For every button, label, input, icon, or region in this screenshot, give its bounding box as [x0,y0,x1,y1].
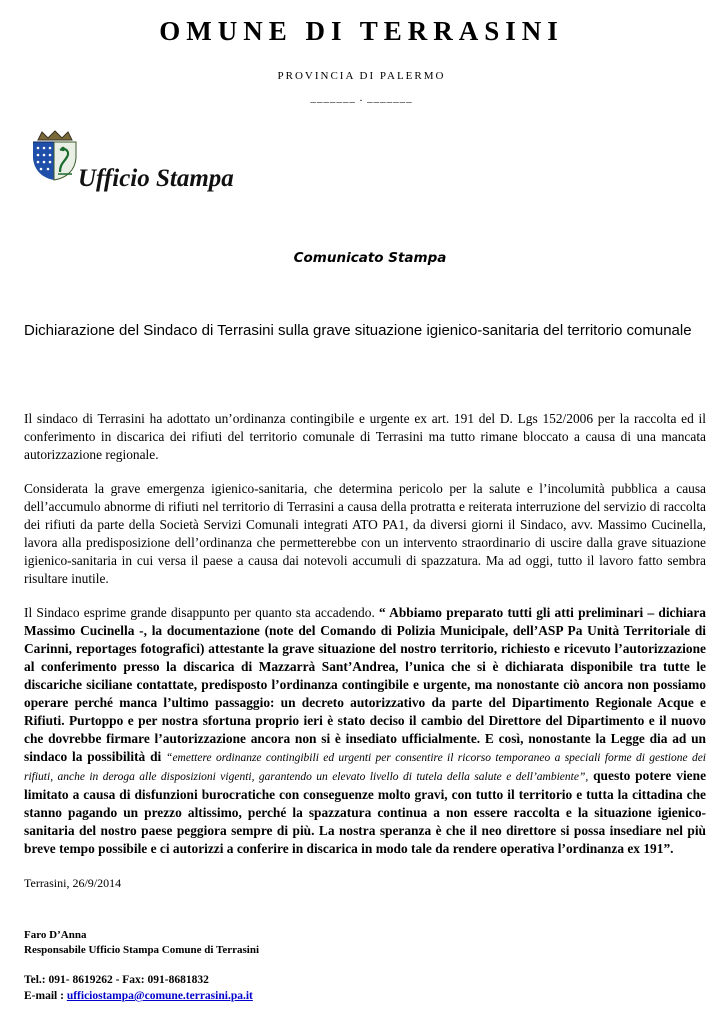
municipal-crest-icon [30,130,80,186]
document-type-label: Comunicato Stampa [293,250,447,266]
paragraph-ordinance: Il sindaco di Terrasini ha adottato un’ordinanza contingibile e urgente ex art. 191 del D. Lgs 152/2006 per la raccolta ed il conferimento in discarica dei rifiuti del territorio comunale di Terrasini ma tutto rimane bloccato a causa di una mancata autorizzazione regionale. [24,411,706,462]
phone-fax: Tel.: 091- 8619262 - Fax: 091-8681832 [24,974,209,986]
statement-intro: Il Sindaco esprime grande disappunto per quanto sta accadendo. [24,605,380,620]
author-name: Faro D’Anna [24,929,87,941]
office-name: Ufficio Stampa [78,165,234,192]
email-row [24,988,253,1004]
author-role: Responsabile Ufficio Stampa Comune di Terrasini [24,944,259,956]
header-divider: _______ . _______ [310,92,413,104]
paragraph-emergency: Considerata la grave emergenza igienico-sanitaria, che determina pericolo per la salute e l’incolumità pubblica a causa dell’accumulo abnorme di rifiuti nel territorio di Terrasini a causa della protratta e reiterata interruzione del servizio di raccolta dei rifiuti da parte della Società Servizi Comunali integrati ATO PA1, da diversi giorni il Sindaco, avv. Massimo Cucinella, lavora alla predisposizione dell’ordinanza che permetterebbe con un intervento straordinario di uscire dalla grave situazione igienico-sanitaria in cui versa il paese a causa dai notevoli accumuli di spazzatura. Ma ad oggi, tutto il lavoro fatto sembra risultare inutile. [24,481,706,586]
law-citation: “emettere ordinanze contingibili ed urgenti per consentire il ricorso temporaneo a speciali forme di gestione dei rifiuti, anche in deroga alle disposizioni vigenti, garantendo un elevato livello di tutela della salute e dell’ambiente”, [24,752,706,783]
municipality-title: OMUNE DI TERRASINI [159,16,564,46]
author-block [24,928,259,958]
province-subtitle: PROVINCIA DI PALERMO [277,70,446,82]
paragraph-mayor-statement [24,604,706,858]
release-date: Terrasini, 26/9/2014 [24,876,122,890]
mayor-quote-part-2: questo potere viene limitato a causa di disfunzioni burocratiche con conseguenze molto gravi, con tutto il territorio e tutta la cittadina che stanno pagando un prezzo altissimo, perché la spazzatura continua a non essere raccolta e la situazione igienico-sanitaria del nostro paese peggiora sempre di più. La nostra speranza è che il neo direttore si possa insediare nel più breve tempo possibile e ci autorizzi a conferire in discarica in modo tale da rendere operativa l’ordinanza ex 191”. [24,768,707,856]
email-label: E-mail : [24,990,67,1002]
press-release-headline: Dichiarazione del Sindaco di Terrasini sulla grave situazione igienico-sanitaria del territorio comunale [24,322,692,339]
contact-block [24,972,253,1004]
mayor-quote-part-1: “ Abbiamo preparato tutti gli atti preliminari – dichiara Massimo Cucinella -, la documentazione (note del Comando di Polizia Municipale, dell’ASP Pa Unità Territoriale di Carinni, reportages fotografici) attestante la grave situazione del nostro territorio, richiesto e ricevuto l’autorizzazione al conferimento presso la discarica di Mazzarrà Sant’Andrea, l’unica che si è dichiarata disponibile tra tutte le discariche siciliane contattate, predisposto l’ordinanza contingibile e urgente, ma nonostante ciò ancora non possiamo operare perché manca l’ultimo passaggio: un decreto autorizzativo da parte del Dipartimento Regionale Acque e Rifiuti. Purtoppo e per nostra sfortuna proprio ieri è stato deciso il cambio del Direttore del Dipartimento e il nuovo che dovrebbe firmare l’autorizzazione ancora non si è insediato ufficialmente. E così, nonostante la Legge dia ad un sindaco la possibilità di [24,605,706,764]
email-link[interactable]: ufficiostampa@comune.terrasini.pa.it [66,990,253,1002]
